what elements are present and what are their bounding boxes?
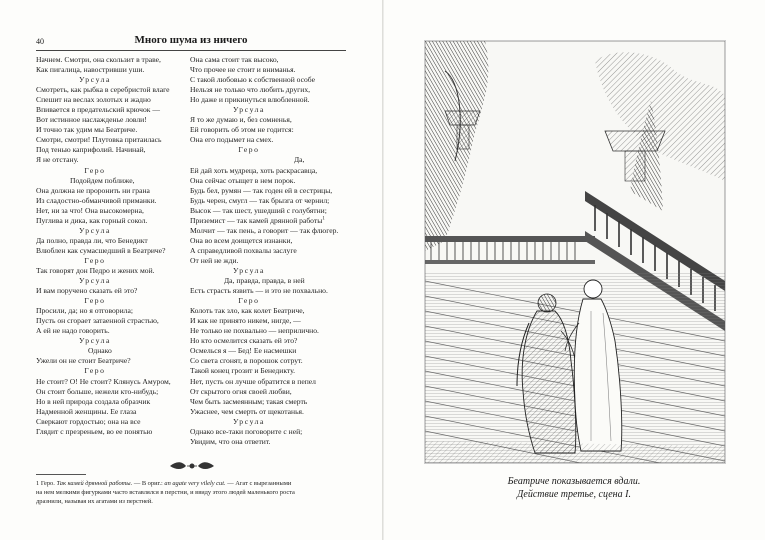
line-text: Вот истинное наслажденье ловли! — [36, 115, 147, 125]
verse-line — [36, 407, 184, 417]
line-text: Подойдем поближе, — [70, 175, 135, 185]
line-text: Урсула — [79, 75, 111, 85]
text-column-left — [36, 55, 184, 437]
engraving-illustration — [424, 40, 726, 464]
footnote — [36, 479, 354, 506]
line-text: Не стоит? О! Не стоит? Клянусь Амуром, — [36, 376, 171, 386]
line-text: Будь черен, смугл — так брызга от чернил; — [190, 195, 330, 205]
verse-line — [190, 437, 338, 447]
right-page — [384, 0, 765, 540]
verse-line — [36, 286, 184, 296]
verse-line — [36, 387, 184, 397]
line-text: От скрытого огня своей любви, — [190, 386, 292, 396]
line-text: Нет, ни за что! Она высокомерна, — [36, 205, 144, 215]
speaker-name — [36, 166, 184, 176]
verse-line — [190, 246, 338, 256]
verse-line — [190, 306, 338, 316]
line-text: Я то же думаю и, без сомненья, — [190, 115, 292, 125]
line-text: Но даже и прикинуться влюбленной. — [190, 95, 310, 105]
caption-line-1: Беатриче показывается вдали. — [507, 476, 641, 487]
footnote-line-3: дразнили, называя их агатами из перстней. — [36, 498, 153, 505]
verse-line — [36, 236, 184, 246]
speaker-name — [36, 366, 184, 376]
line-text: Она его подымет на смех. — [190, 135, 274, 145]
running-title: Много шума из ничего — [134, 34, 248, 46]
line-text: Он стоит больше, нежели кто-нибудь; — [36, 386, 159, 396]
line-text: Геро — [84, 366, 106, 376]
verse-line — [190, 186, 338, 196]
line-text: Есть страсть язвить — и это не похвально. — [190, 286, 328, 296]
verse-line — [190, 216, 338, 226]
verse-line — [190, 336, 338, 346]
footnote-original-text: an agate very vilely cut. — [164, 480, 226, 487]
line-text: Высок — так шест, ушедший с голубятни; — [190, 205, 327, 215]
line-text: Однако все-таки поговорите с ней; — [190, 426, 303, 436]
line-text: Надменной женщины. Ее глаза — [36, 406, 137, 416]
verse-line — [190, 236, 338, 246]
verse-line — [190, 366, 338, 376]
line-text: Ей дай хоть мудреца, хоть раскрасавца, — [190, 165, 318, 175]
speaker-name — [190, 145, 338, 155]
line-text: Молчит — так пень, а говорит — так флюгер. — [190, 225, 339, 235]
verse-line — [36, 377, 184, 387]
line-text: Увидим, что она ответит. — [190, 436, 271, 446]
line-text: Глядит с презреньем, во ее понятью — [36, 426, 153, 436]
line-text: Геро — [238, 145, 260, 155]
line-text: Из сладостно-обманчивой приманки. — [36, 195, 157, 205]
verse-line — [36, 427, 184, 437]
verse-line — [36, 115, 184, 125]
verse-line — [36, 397, 184, 407]
line-text: А ей не надо говорить. — [36, 326, 110, 336]
verse-line — [190, 286, 338, 296]
line-text: Нельзя не только что любить других, — [190, 85, 311, 95]
line-text: Урсула — [79, 276, 111, 286]
line-text: Она сама стоит так высоко, — [190, 55, 279, 64]
verse-line — [36, 417, 184, 427]
line-text: Геро — [84, 255, 106, 265]
verse-line — [190, 387, 338, 397]
ornament-icon — [168, 461, 216, 471]
line-text: Начнем. Смотри, она скользит в траве, — [36, 55, 161, 64]
line-text: Да полно, правда ли, что Бенедикт — [36, 235, 148, 245]
verse-line — [36, 155, 184, 165]
speaker-name — [36, 296, 184, 306]
line-text: Колоть так зло, как колет Беатриче, — [190, 306, 305, 316]
verse-line — [190, 276, 338, 286]
verse-line — [36, 206, 184, 216]
verse-line — [36, 55, 184, 65]
line-text: Геро — [84, 165, 106, 175]
verse-line — [190, 166, 338, 176]
verse-line — [190, 125, 338, 135]
line-text: Она должна не проронить ни грана — [36, 185, 150, 195]
verse-line — [190, 226, 338, 236]
verse-line — [190, 176, 338, 186]
line-text: Да, правда, правда, в ней — [224, 276, 305, 286]
line-text: Урсула — [233, 416, 265, 426]
illustration-caption — [424, 475, 724, 501]
verse-line — [190, 115, 338, 125]
footnote-rule — [36, 474, 86, 475]
footnote-line-2: на нем мелкими фигурками часто вставлялся в перстни, и ввиду этого людей маленького роста — [36, 489, 295, 496]
verse-line — [36, 356, 184, 366]
line-text: Я не отстану. — [36, 155, 79, 165]
verse-line — [36, 186, 184, 196]
verse-line — [36, 306, 184, 316]
speaker-name — [36, 336, 184, 346]
verse-line — [190, 65, 338, 75]
verse-line — [190, 356, 338, 366]
line-text: Такой конец грозит и Бенедикту. — [190, 366, 296, 376]
verse-line — [36, 105, 184, 115]
verse-line — [36, 316, 184, 326]
verse-line — [36, 196, 184, 206]
line-text: И как не принято никем, нигде, — — [190, 316, 301, 326]
speaker-name — [36, 75, 184, 85]
verse-line — [190, 407, 338, 417]
line-text: Будь бел, румян — так годен ей в сестрицы, — [190, 185, 333, 195]
verse-line — [36, 65, 184, 75]
verse-line — [190, 397, 338, 407]
line-text: Приземист — так камей дрянной работы — [190, 215, 323, 225]
footnote-quote: Так камей дрянной работы. — [56, 480, 133, 487]
speaker-name — [36, 256, 184, 266]
speaker-name — [190, 417, 338, 427]
verse-line — [36, 135, 184, 145]
verse-line — [36, 176, 184, 186]
line-text: Урсула — [233, 105, 265, 115]
line-text: Просили, да; но я отговорила; — [36, 306, 133, 316]
verse-line — [190, 256, 338, 266]
line-text: Впивается в предательский крючок — — [36, 105, 160, 115]
line-text: Что прочее не стоит и вниманья. — [190, 65, 296, 75]
line-text: Пуглива и дика, как горный сокол. — [36, 215, 148, 225]
line-text: Но кто осмелится сказать ей это? — [190, 336, 298, 346]
line-text: С такой любовью к собственной особе — [190, 75, 315, 85]
line-text: Но в ней природа создала образчик — [36, 396, 151, 406]
verse-line — [36, 216, 184, 226]
line-text: Со света сгонят, в порошок сотрут. — [190, 356, 303, 366]
verse-line — [190, 316, 338, 326]
line-text: Да, — [294, 155, 305, 165]
verse-line — [190, 377, 338, 387]
line-text: Ужаснее, чем смерть от щекотанья. — [190, 406, 304, 416]
verse-line — [36, 266, 184, 276]
verse-line — [190, 346, 338, 356]
line-text: Как пигалица, навостривши уши. — [36, 65, 145, 75]
speaker-name — [190, 105, 338, 115]
speaker-name — [36, 276, 184, 286]
line-text: Пусть он сгорает затаенной страстью, — [36, 316, 159, 326]
line-text: Смотреть, как рыбка в серебристой влаге — [36, 85, 170, 95]
footnote-number: 1 — [36, 480, 40, 487]
line-text: Однако — [88, 346, 112, 356]
verse-line — [190, 135, 338, 145]
line-text: Сверкают гордостью; она на все — [36, 416, 141, 426]
line-text: Ужели он не стоит Беатриче? — [36, 356, 131, 366]
verse-line — [190, 85, 338, 95]
verse-line — [190, 75, 338, 85]
footnote-rest: — Агат с вырезанными — [227, 480, 292, 487]
speaker-name — [36, 226, 184, 236]
verse-line — [190, 326, 338, 336]
line-text: Не только не похвально — неприлично. — [190, 326, 319, 336]
page-number: 40 — [36, 37, 44, 46]
footnote-orig-prefix: — В ориг.: — [133, 480, 163, 487]
line-text: Так говорят дон Педро и жених мой. — [36, 265, 155, 275]
line-text: Влюблен как сумасшедший в Беатриче? — [36, 245, 166, 255]
footnote-ref: 1 — [322, 216, 325, 222]
line-text: Ей говорить об этом не годится: — [190, 125, 294, 135]
line-text: Урсула — [79, 225, 111, 235]
text-column-right — [190, 55, 338, 447]
verse-line — [190, 206, 338, 216]
verse-line — [36, 346, 184, 356]
verse-line — [36, 125, 184, 135]
verse-line — [36, 326, 184, 336]
speaker-name — [190, 266, 338, 276]
line-text: От ней не жди. — [190, 255, 239, 265]
line-text: Смотри, смотри! Плутовка притаилась — [36, 135, 162, 145]
line-text: Чем быть засмеянным; такая смерть — [190, 396, 308, 406]
line-text: Она сейчас отыщет в нем порок. — [190, 175, 296, 185]
line-text: Осмелься я — Бед! Ее насмешки — [190, 346, 297, 356]
line-text: Под тенью каприфолий. Начинай, — [36, 145, 146, 155]
verse-line — [190, 55, 338, 65]
speaker-name — [190, 296, 338, 306]
verse-line — [190, 196, 338, 206]
header-rule — [36, 50, 346, 51]
line-text: И вам поручено сказать ей это? — [36, 286, 138, 296]
line-text: Геро — [238, 296, 260, 306]
line-text: Урсула — [233, 265, 265, 275]
caption-line-2: Действие третье, сцена I. — [517, 489, 631, 500]
left-page — [0, 0, 382, 540]
verse-line — [190, 95, 338, 105]
line-text: А справедливой похвалы заслуге — [190, 245, 297, 255]
verse-line — [190, 155, 338, 165]
line-text: И точно так удим мы Беатриче. — [36, 125, 138, 135]
line-text: Геро — [84, 296, 106, 306]
verse-line — [36, 95, 184, 105]
line-text: Спешит на веслах золотых и жадно — [36, 95, 151, 105]
verse-line — [190, 427, 338, 437]
verse-line — [36, 145, 184, 155]
verse-line — [36, 246, 184, 256]
line-text: Нет, пусть он лучше обратится в пепел — [190, 376, 316, 386]
line-text: Она во всем доищется изнанки, — [190, 235, 293, 245]
footnote-speaker: Геро. — [40, 480, 55, 487]
verse-line — [36, 85, 184, 95]
line-text: Урсула — [79, 336, 111, 346]
